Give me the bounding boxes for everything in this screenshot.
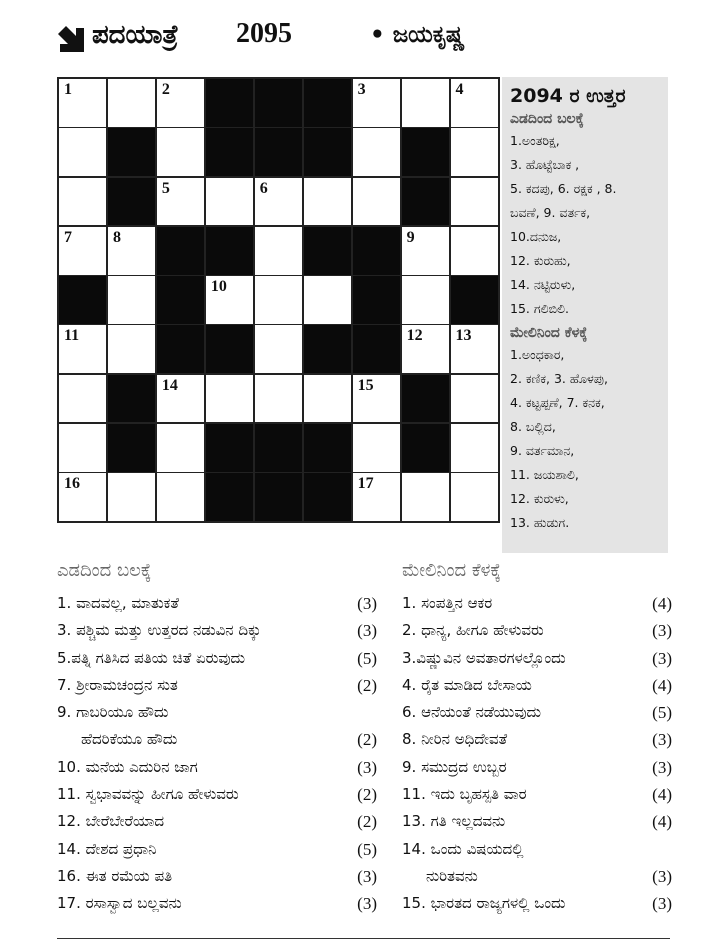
grid-black-cell	[157, 325, 204, 373]
clue-text: 14. ಒಂದು ವಿಷಯದಲ್ಲಿ	[402, 839, 524, 858]
grid-cell[interactable]	[59, 325, 106, 373]
grid-cell[interactable]	[304, 375, 351, 423]
grid-cell[interactable]	[451, 325, 498, 373]
clue-number: 8	[112, 228, 121, 246]
clue-item	[57, 808, 377, 835]
grid-cell[interactable]	[206, 178, 253, 226]
clue-item	[402, 781, 672, 808]
grid-black-cell	[353, 227, 400, 275]
grid-cell[interactable]	[402, 325, 449, 373]
grid-black-cell	[402, 375, 449, 423]
grid-cell[interactable]	[353, 79, 400, 127]
clue-letter-count: (4)	[652, 812, 672, 832]
clue-item	[402, 754, 672, 781]
answer-line: 10.ದನುಜ,	[510, 229, 562, 244]
grid-cell[interactable]	[451, 178, 498, 226]
clue-text: 2. ಧಾನ್ಯ, ಹೀಗೂ ಹೇಳುವರು	[402, 621, 544, 640]
answer-line: 8. ಬಲ್ಲಿದ,	[510, 419, 556, 434]
clue-letter-count: (3)	[357, 594, 377, 613]
clue-letter-count: (2)	[357, 812, 377, 832]
grid-black-cell	[157, 227, 204, 275]
grid-black-cell	[206, 227, 253, 275]
clue-item	[402, 808, 672, 835]
grid-cell[interactable]	[353, 375, 400, 423]
grid-black-cell	[255, 473, 302, 521]
grid-black-cell	[108, 424, 155, 472]
grid-black-cell	[59, 276, 106, 324]
grid-cell[interactable]	[59, 128, 106, 176]
clue-text: 1. ಸಂಪತ್ತಿನ ಆಕರ	[402, 594, 493, 612]
grid-cell[interactable]	[157, 473, 204, 521]
grid-black-cell	[157, 276, 204, 324]
clue-item	[402, 863, 672, 890]
grid-black-cell	[206, 473, 253, 521]
clue-item	[402, 617, 672, 644]
clue-number: 3	[357, 81, 366, 98]
grid-black-cell	[353, 325, 400, 373]
answer-line: 1.ಅಂಧಕಾರ,	[510, 347, 565, 362]
grid-black-cell	[108, 178, 155, 226]
grid-cell[interactable]	[353, 128, 400, 176]
clue-letter-count: (3)	[652, 730, 672, 750]
grid-cell[interactable]	[206, 276, 253, 324]
clue-letter-count: (3)	[357, 757, 377, 777]
clue-text: 7. ಶ್ರೀರಾಮಚಂದ್ರನ ಸುತ	[57, 675, 178, 694]
grid-cell[interactable]	[108, 325, 155, 373]
grid-cell[interactable]	[451, 79, 498, 127]
answer-line: 13. ಹುಡುಗ.	[510, 515, 570, 530]
grid-cell[interactable]	[59, 178, 106, 226]
clue-number: 5	[161, 179, 170, 197]
grid-black-cell	[304, 473, 351, 521]
clue-number: 13	[455, 327, 472, 345]
clue-letter-count: (3)	[652, 648, 672, 668]
clue-letter-count: (2)	[357, 730, 377, 750]
clue-letter-count: (3)	[357, 621, 377, 641]
clue-letter-count: (3)	[652, 894, 672, 914]
puzzle-number: 2095	[236, 18, 292, 49]
grid-black-cell	[108, 128, 155, 176]
clue-letter-count: (2)	[357, 785, 377, 805]
clue-letter-count: (3)	[652, 757, 672, 777]
clue-letter-count: (3)	[652, 866, 672, 886]
grid-cell[interactable]	[402, 473, 449, 521]
clue-text: ಹೆದರಿಕೆಯೂ ಹೌದು	[81, 730, 178, 749]
clue-number: 1	[64, 81, 72, 98]
clue-text: 15. ಭಾರತದ ರಾಜ್ಯಗಳಲ್ಲಿ ಒಂದು	[402, 894, 566, 913]
clue-letter-count: (4)	[652, 785, 672, 805]
clue-text: 5.ಪತ್ನಿ ಗತಿಸಿದ ಪತಿಯ ಚಿತೆ ಏರುವುದು	[57, 648, 246, 667]
grid-cell[interactable]	[451, 375, 498, 423]
clue-letter-count: (3)	[652, 621, 672, 641]
grid-black-cell	[206, 128, 253, 176]
grid-cell[interactable]	[157, 79, 204, 127]
clue-item	[57, 890, 377, 917]
clue-letter-count: (2)	[357, 675, 377, 695]
grid-cell[interactable]	[157, 424, 204, 472]
down-clues	[402, 560, 672, 918]
grid-black-cell	[255, 424, 302, 472]
clue-number: 2	[161, 81, 170, 98]
grid-cell[interactable]	[157, 178, 204, 226]
answer-line: 2. ಕಣಿಕ, 3. ಹೊಳಪು,	[510, 371, 608, 386]
grid-cell[interactable]	[353, 178, 400, 226]
answer-line: 12. ಕುರುಳು,	[510, 491, 569, 506]
grid-black-cell	[451, 276, 498, 324]
grid-black-cell	[304, 227, 351, 275]
clue-number: 14	[161, 376, 178, 394]
clue-text: 3.ವಿಷ್ಣುವಿನ ಅವತಾರಗಳಲ್ಲೊಂದು	[402, 648, 566, 667]
grid-black-cell	[304, 424, 351, 472]
grid-cell[interactable]	[353, 473, 400, 521]
clue-text: 17. ರಸಾಸ್ವಾದ ಬಲ್ಲವನು	[57, 894, 182, 913]
crossword-grid	[57, 77, 500, 523]
clue-number: 16	[64, 475, 80, 493]
grid-cell[interactable]	[304, 178, 351, 226]
answers-down-heading: ಮೇಲಿನಿಂದ ಕೆಳಕ್ಕೆ	[510, 325, 588, 341]
puzzle-author: • ಜಯಕೃಷ್ಣ	[370, 22, 465, 48]
clue-letter-count: (3)	[357, 894, 377, 914]
grid-cell[interactable]	[255, 325, 302, 373]
grid-black-cell	[402, 178, 449, 226]
clue-number: 7	[64, 228, 72, 246]
clue-text: 16. ಈತ ರಮೆಯ ಪತಿ	[57, 866, 173, 885]
clue-item	[402, 836, 672, 863]
answer-line: 11. ಜಯಶಾಲಿ,	[510, 467, 579, 482]
grid-cell[interactable]	[304, 276, 351, 324]
clue-letter-count: (3)	[357, 866, 377, 886]
clue-text: 9. ಗಾಬರಿಯೂ ಹೌದು	[57, 703, 169, 722]
clue-letter-count: (4)	[652, 675, 672, 695]
grid-black-cell	[255, 128, 302, 176]
answer-line: 15. ಗಲಿಬಿಲಿ.	[510, 301, 569, 316]
clue-number: 6	[259, 179, 268, 197]
clue-text: 6. ಆನೆಯಂತೆ ನಡೆಯುವುದು	[402, 703, 542, 722]
clue-text: 10. ಮನೆಯ ಎದುರಿನ ಜಾಗ	[57, 757, 198, 776]
across-clues-heading: ಎಡದಿಂದ ಬಲಕ್ಕೆ	[57, 560, 152, 581]
clue-text: 11. ಇದು ಬೃಹಸ್ಪತಿ ವಾರ	[402, 785, 527, 804]
answer-line: 4. ಕಟ್ಟಪ್ಪಣೆ, 7. ಕನಕ,	[510, 395, 605, 410]
clue-item	[57, 863, 377, 890]
grid-black-cell	[402, 424, 449, 472]
grid-black-cell	[108, 375, 155, 423]
clue-number: 4	[455, 81, 464, 98]
bottom-divider	[57, 938, 670, 939]
clue-number: 10	[210, 278, 227, 296]
grid-black-cell	[304, 325, 351, 373]
clue-text: 11. ಸ್ವಭಾವವನ್ನು ಹೀಗೂ ಹೇಳುವರು	[57, 785, 239, 804]
grid-black-cell	[304, 79, 351, 127]
answer-line: 14. ನಟ್ಟಿರುಳು,	[510, 277, 576, 292]
clue-item	[402, 726, 672, 753]
grid-cell[interactable]	[59, 473, 106, 521]
previous-answers-panel	[502, 77, 668, 553]
answers-title: 2094 ರ ಉತ್ತರ	[510, 85, 626, 107]
grid-black-cell	[402, 128, 449, 176]
grid-cell[interactable]	[353, 424, 400, 472]
across-clues	[57, 560, 377, 918]
clue-number: 15	[357, 376, 374, 394]
clue-item	[57, 754, 377, 781]
clue-item	[57, 645, 377, 672]
grid-black-cell	[353, 276, 400, 324]
grid-cell[interactable]	[451, 128, 498, 176]
grid-cell[interactable]	[108, 473, 155, 521]
clue-text: 12. ಬೇರೆಬೇರೆಯಾದ	[57, 812, 165, 831]
grid-cell[interactable]	[451, 424, 498, 472]
grid-cell[interactable]	[108, 79, 155, 127]
clue-item	[402, 672, 672, 699]
clue-item	[57, 699, 377, 726]
clue-number: 9	[406, 228, 415, 246]
answer-line: 5. ಕದಪು, 6. ರಕ್ಷಕ , 8.	[510, 181, 617, 196]
clue-item	[57, 672, 377, 699]
grid-black-cell	[206, 79, 253, 127]
grid-cell[interactable]	[255, 227, 302, 275]
answer-line: 9. ವರ್ತಮಾನ,	[510, 443, 575, 458]
clue-item	[57, 836, 377, 863]
clue-letter-count: (5)	[357, 648, 377, 668]
grid-cell[interactable]	[108, 276, 155, 324]
grid-cell[interactable]	[157, 375, 204, 423]
clue-number: 12	[406, 327, 423, 345]
grid-cell[interactable]	[255, 375, 302, 423]
clue-letter-count: (4)	[652, 594, 672, 613]
clue-item	[57, 617, 377, 644]
arrow-down-right-icon	[56, 24, 86, 54]
grid-black-cell	[206, 325, 253, 373]
clue-text: 13. ಗತಿ ಇಲ್ಲದವನು	[402, 812, 506, 831]
grid-cell[interactable]	[206, 375, 253, 423]
puzzle-header	[52, 20, 692, 60]
answer-line: 12. ಕುರುಹು,	[510, 253, 571, 268]
clue-text: 14. ದೇಶದ ಪ್ರಧಾನಿ	[57, 839, 157, 858]
down-clues-heading: ಮೇಲಿನಿಂದ ಕೆಳಕ್ಕೆ	[402, 560, 501, 581]
grid-cell[interactable]	[451, 227, 498, 275]
clue-item	[57, 781, 377, 808]
grid-cell[interactable]	[255, 276, 302, 324]
grid-cell[interactable]	[108, 227, 155, 275]
clue-item	[57, 726, 377, 753]
grid-cell[interactable]	[255, 178, 302, 226]
grid-cell[interactable]	[59, 375, 106, 423]
clue-item	[402, 645, 672, 672]
clue-letter-count: (5)	[357, 839, 377, 859]
grid-cell[interactable]	[59, 79, 106, 127]
clue-text: 4. ರೈತ ಮಾಡಿದ ಬೇಸಾಯ	[402, 675, 532, 694]
clue-text: ನುರಿತವನು	[426, 866, 478, 885]
grid-cell[interactable]	[59, 424, 106, 472]
clue-item	[402, 590, 672, 617]
clue-text: 1. ವಾದವಲ್ಲ, ಮಾತುಕತೆ	[57, 594, 179, 612]
clue-item	[402, 699, 672, 726]
grid-black-cell	[206, 424, 253, 472]
grid-cell[interactable]	[59, 227, 106, 275]
grid-cell[interactable]	[157, 128, 204, 176]
grid-cell[interactable]	[402, 79, 449, 127]
clue-number: 17	[357, 475, 374, 493]
clue-text: 8. ನೀರಿನ ಅಧಿದೇವತೆ	[402, 730, 508, 749]
clue-letter-count: (5)	[652, 703, 672, 723]
clue-text: 9. ಸಮುದ್ರದ ಉಬ್ಬರ	[402, 757, 507, 776]
clue-text: 3. ಪಶ್ಚಿಮ ಮತ್ತು ಉತ್ತರದ ನಡುವಿನ ದಿಕ್ಕು	[57, 621, 262, 640]
answer-line: 3. ಹೊಟ್ಟೆಬಾಕ ,	[510, 157, 580, 172]
clue-number: 11	[64, 327, 80, 345]
grid-cell[interactable]	[451, 473, 498, 521]
grid-black-cell	[304, 128, 351, 176]
grid-cell[interactable]	[402, 227, 449, 275]
grid-black-cell	[255, 79, 302, 127]
clue-item	[402, 890, 672, 917]
answers-across-heading: ಎಡದಿಂದ ಬಲಕ್ಕೆ	[510, 111, 584, 127]
clue-item	[57, 590, 377, 617]
puzzle-title: ಪದಯಾತ್ರೆ	[92, 20, 179, 50]
grid-cell[interactable]	[402, 276, 449, 324]
answer-line: ಬವಣೆ, 9. ವರ್ತಕ,	[510, 205, 591, 220]
answer-line: 1.ಅಂತರಿಕ್ಷ,	[510, 133, 560, 148]
